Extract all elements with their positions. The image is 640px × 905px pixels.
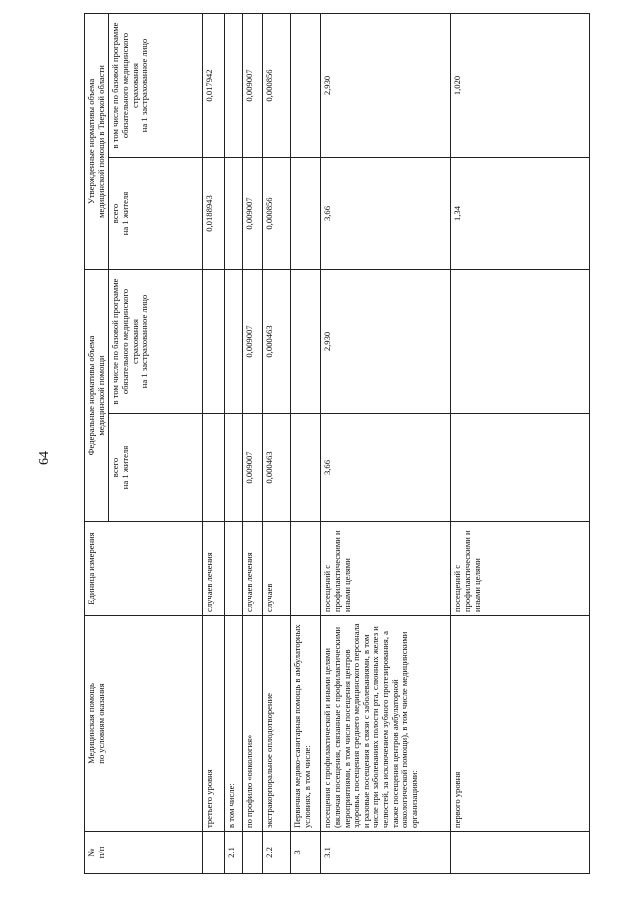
row-federal-all	[291, 414, 321, 522]
row-federal-oms: 0,000463	[263, 270, 291, 414]
row-regional-all: 3,66	[321, 158, 451, 270]
row-unit: случаев	[263, 522, 291, 616]
row-regional-all	[225, 158, 243, 270]
table-row	[225, 14, 243, 874]
row-regional-oms	[291, 14, 321, 158]
row-unit	[291, 522, 321, 616]
row-regional-all	[291, 158, 321, 270]
row-number: 2.1	[225, 832, 243, 874]
table-row	[203, 14, 225, 874]
row-unit: случаев лечения	[243, 522, 263, 616]
row-care-type: посещения с профилактической и иными целями (включая посещения, связанные с профилактическими мероприятиями, в том числе посещения центров здоровья, посещения среднего медицинского персонала и разовые посещения в связи с заболеваниями, в том числе при заболеваниях полости рта, слюнных желез и челюстей, за исключением зубного протезирования, а также посещения центров амбулаторной онкологической помощи), в том числе медицинскими организациями:	[321, 616, 451, 832]
header-federal-standards: Федеральные нормативы объема медицинской помощи	[85, 270, 109, 522]
header-regional-standards: Утвержденные нормативы объема медицинской помощи в Тверской области	[85, 14, 109, 270]
row-federal-all: 0,009007	[243, 414, 263, 522]
row-care-type: первого уровня	[451, 616, 590, 832]
row-care-type: третьего уровня	[203, 616, 225, 832]
table-row	[451, 14, 590, 874]
row-federal-oms	[225, 270, 243, 414]
header-regional-oms: в том числе по базовой программе обязательного медицинского страхования на 1 застрахованное лицо	[109, 14, 203, 158]
row-federal-all	[203, 414, 225, 522]
row-federal-all	[225, 414, 243, 522]
row-number	[203, 832, 225, 874]
row-federal-all: 0,000463	[263, 414, 291, 522]
row-number: 3.1	[321, 832, 451, 874]
row-regional-oms	[225, 14, 243, 158]
header-federal-oms: в том числе по базовой программе обязательного медицинского страхования на 1 застрахованное лицо	[109, 270, 203, 414]
standards-table	[84, 13, 590, 874]
row-federal-oms	[203, 270, 225, 414]
row-federal-all: 3,66	[321, 414, 451, 522]
row-number	[451, 832, 590, 874]
row-federal-all	[451, 414, 590, 522]
row-regional-all: 0,009007	[243, 158, 263, 270]
header-number: № п/п	[85, 832, 203, 874]
page-number: 64	[37, 451, 52, 465]
row-regional-all: 1,34	[451, 158, 590, 270]
row-unit: посещений с профилактическими и иными целями	[321, 522, 451, 616]
row-number: 3	[291, 832, 321, 874]
row-regional-oms: 0,017942	[203, 14, 225, 158]
row-number: 2.2	[263, 832, 291, 874]
row-federal-oms	[451, 270, 590, 414]
row-federal-oms: 2,930	[321, 270, 451, 414]
row-unit: посещений с профилактическими и иными целями	[451, 522, 590, 616]
header-unit: Единица измерения	[85, 522, 203, 616]
rotated-table-stage	[84, 14, 590, 874]
header-row-top	[85, 14, 109, 874]
row-care-type: экстракорпоральное оплодотворение	[263, 616, 291, 832]
row-regional-oms: 1,020	[451, 14, 590, 158]
row-care-type: по профилю «онкология»	[243, 616, 263, 832]
row-regional-oms: 2,930	[321, 14, 451, 158]
row-unit: случаев лечения	[203, 522, 225, 616]
header-regional-all: всего на 1 жителя	[109, 158, 203, 270]
row-unit	[225, 522, 243, 616]
row-federal-oms: 0,009007	[243, 270, 263, 414]
row-care-type: Первичная медико-санитарная помощь в амбулаторных условиях, в том числе:	[291, 616, 321, 832]
row-regional-oms: 0,009007	[243, 14, 263, 158]
row-number	[243, 832, 263, 874]
row-federal-oms	[291, 270, 321, 414]
table-row	[321, 14, 451, 874]
row-regional-all: 0,000856	[263, 158, 291, 270]
row-regional-all: 0,0188943	[203, 158, 225, 270]
header-federal-all: всего на 1 жителя	[109, 414, 203, 522]
row-regional-oms: 0,000856	[263, 14, 291, 158]
table-row	[243, 14, 263, 874]
table-row	[291, 14, 321, 874]
header-care-type: Медицинская помощь по условиям оказания	[85, 616, 203, 832]
table-row	[263, 14, 291, 874]
row-care-type: в том числе:	[225, 616, 243, 832]
